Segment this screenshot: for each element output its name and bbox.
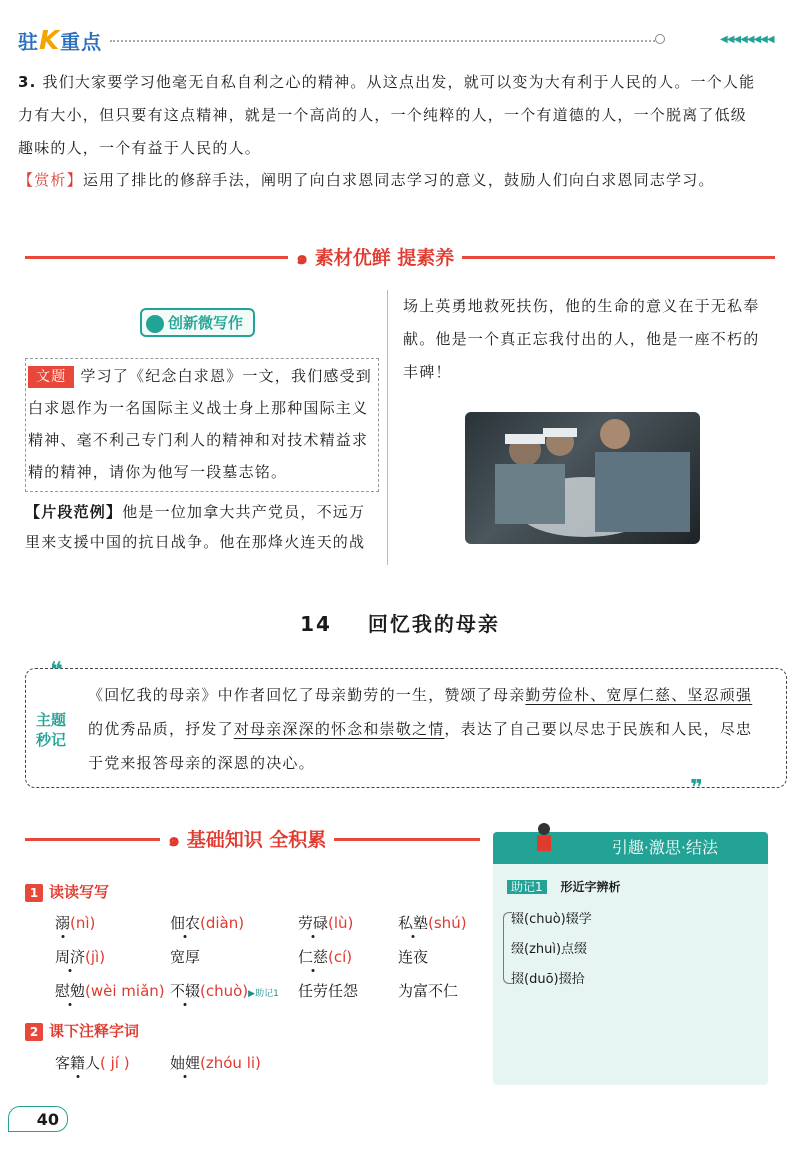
vocab-item: 溺(nì) <box>55 914 96 932</box>
writing-badge: 创新微写作 <box>140 308 255 337</box>
summary-label: 主题 秒记 <box>36 711 67 749</box>
brand-logo: 驻K重点 <box>18 26 103 56</box>
note-item: 客籍人( jí ) <box>55 1054 130 1072</box>
vocab-item: 佃农(diàn) <box>170 914 245 932</box>
close-quote-icon: ❞ <box>690 776 703 801</box>
tip-item: 缀(zhuì)点缀 <box>511 942 588 957</box>
open-quote-icon: ❝ <box>50 658 63 683</box>
example-continued: 场上英勇地救死扶伤，他的生命的意义在于无私奉献。他是一个真正忘我付出的人，他是一座不朽的丰碑！ <box>403 297 760 381</box>
vocab-heading-2: 2 课下注释字词 <box>25 1020 139 1041</box>
vocab-heading-1: 1 读读写写 <box>25 881 109 902</box>
section-title-materials: ๑ 素材优鲜 提素养 <box>288 243 462 273</box>
vocab-item: 连夜 <box>398 948 429 966</box>
vocab-item: 劳碌(lù) <box>298 914 354 932</box>
vocab-item: 仁慈(cí) <box>298 948 353 966</box>
writing-icon <box>146 315 164 333</box>
section-title-basics: ๑ 基础知识 全积累 <box>160 825 334 855</box>
swirl-icon-2: ๑ <box>168 829 181 851</box>
vocab-item: 宽厚 <box>170 948 201 966</box>
column-divider <box>387 290 388 565</box>
vocab-item: 私塾(shú) <box>398 914 467 932</box>
person-icon <box>533 822 555 854</box>
tip-heading: 助记1 形近字辨析 <box>507 878 620 895</box>
surgery-photo <box>465 412 700 544</box>
tip-item: 辍(chuò)辍学 <box>511 912 592 927</box>
example-text: 【片段范例】他是一位加拿大共产党员，不远万里来支援中国的抗日战争。他在那烽火连天的战 <box>25 503 366 551</box>
tips-panel <box>493 832 768 1085</box>
vocab-item: 为富不仁 <box>398 982 459 1000</box>
analysis: 【赏析】运用了排比的修辞手法，阐明了向白求恩同志学习的意义，鼓励人们向白求恩同志学习。 <box>18 171 715 189</box>
vocab-item: 慰勉(wèi miǎn) <box>55 982 165 1000</box>
tip-item: 掇(duō)掇拾 <box>511 972 585 987</box>
swirl-icon: ๑ <box>296 247 309 269</box>
vocab-item: 任劳任怨 <box>298 982 359 1000</box>
passage-3: 3. 我们大家要学习他毫无自私自利之心的精神。从这点出发，就可以变为大有利于人民的人。一个人能力有大小，但只要有这点精神，就是一个高尚的人，一个纯粹的人，一个有道德的人，一个脱离了低级趣味的人，一个有益于人民的人。 <box>18 73 756 157</box>
arrows-icon: ◀◀◀◀◀◀◀◀ <box>720 34 774 45</box>
page-number: 40 <box>8 1106 68 1132</box>
lesson-title: 14 回忆我的母亲 <box>300 612 500 636</box>
header-circle-icon <box>655 34 665 44</box>
note-item: 妯娌(zhóu li) <box>170 1054 261 1072</box>
header-divider <box>110 40 655 42</box>
tips-header: 引趣·激思·结法 <box>493 832 768 864</box>
vocab-item: 周济(jì) <box>55 948 106 966</box>
brace <box>503 912 512 984</box>
summary-text: 《回忆我的母亲》中作者回忆了母亲勤劳的一生，赞颂了母亲勤劳俭朴、宽厚仁慈、坚忍顽强的优秀品质，抒发了对母亲深深的怀念和崇敬之情，表达了自己要以尽忠于民族和人民，尽忠于党来报答母亲的深恩的决心。 <box>88 686 753 772</box>
vocab-item: 不辍(chuò)▶助记1 <box>170 982 279 1000</box>
prompt-text: 文题 学习了《纪念白求恩》一文，我们感受到白求恩作为一名国际主义战士身上那种国际主义精神、毫不利己专门利人的精神和对技术精益求精的精神，请你为他写一段墓志铭。 <box>28 367 373 481</box>
